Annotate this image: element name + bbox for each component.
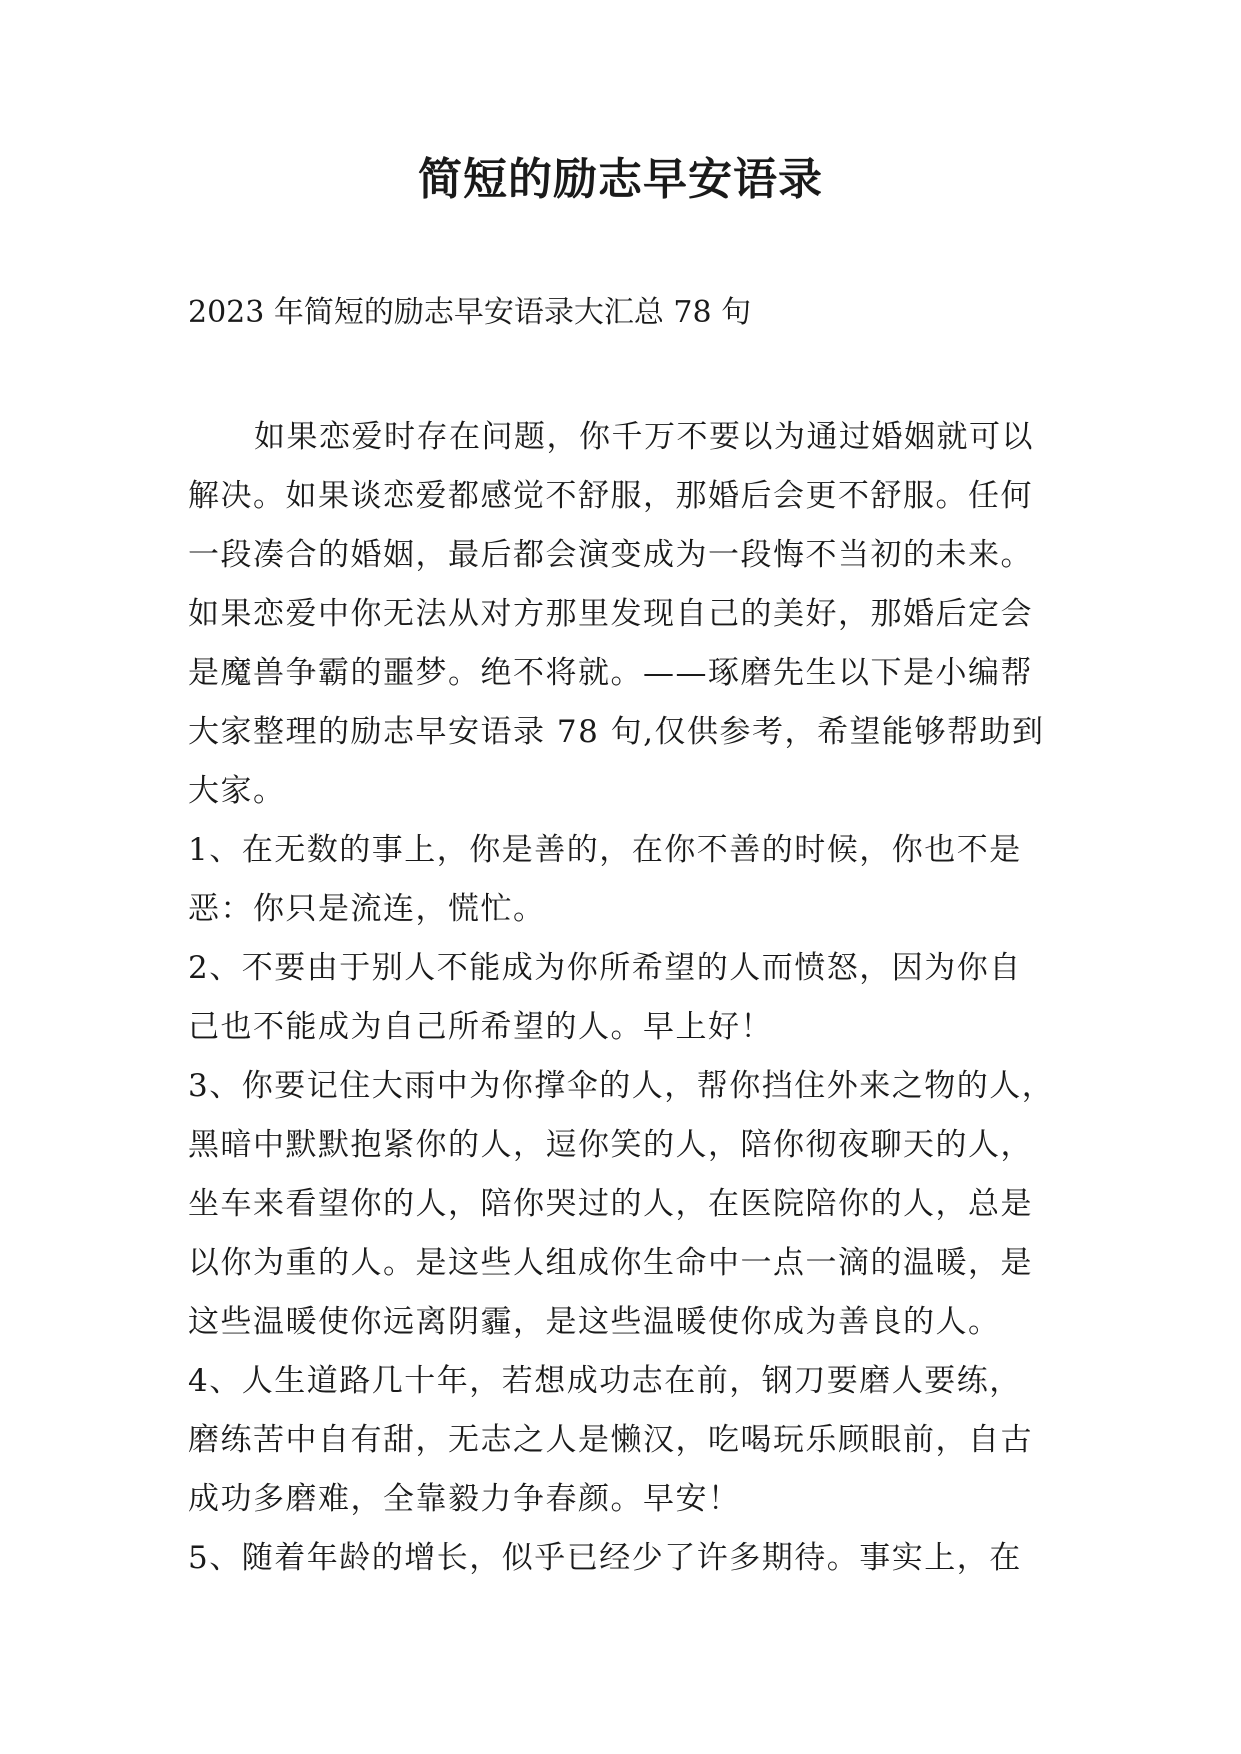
text-line: 黑暗中默默抱紧你的人，逗你笑的人，陪你彻夜聊天的人， (188, 1127, 1033, 1163)
text-line: 如果恋爱时存在问题，你千万不要以为通过婚姻就可以 (254, 419, 1034, 455)
text-line: 如果恋爱中你无法从对方那里发现自己的美好，那婚后定会 (188, 596, 1033, 632)
text-line: 大家整理的励志早安语录 78 句,仅供参考，希望能够帮助到 (188, 714, 1045, 750)
text-line: 一段凑合的婚姻，最后都会演变成为一段悔不当初的未来。 (188, 537, 1033, 573)
text-line: 5、随着年龄的增长，似乎已经少了许多期待。事实上，在 (188, 1540, 1022, 1576)
text-line: 是魔兽争霸的噩梦。绝不将就。——琢磨先生以下是小编帮 (188, 655, 1033, 691)
text-line: 磨练苦中自有甜，无志之人是懒汉，吃喝玩乐顾眼前，自古 (188, 1422, 1033, 1458)
text-line: 以你为重的人。是这些人组成你生命中一点一滴的温暖，是 (188, 1245, 1033, 1281)
document-title: 简短的励志早安语录 (418, 154, 823, 205)
text-line: 1、在无数的事上，你是善的，在你不善的时候，你也不是 (188, 832, 1022, 868)
text-line: 恶：你只是流连，慌忙。 (188, 891, 546, 927)
document-subtitle: 2023 年简短的励志早安语录大汇总 78 句 (188, 295, 752, 330)
text-line: 3、你要记住大雨中为你撑伞的人，帮你挡住外来之物的人， (188, 1068, 1055, 1104)
text-line: 坐车来看望你的人，陪你哭过的人，在医院陪你的人，总是 (188, 1186, 1033, 1222)
text-line: 4、人生道路几十年，若想成功志在前，钢刀要磨人要练， (188, 1363, 1022, 1399)
text-line: 己也不能成为自己所希望的人。早上好！ (188, 1009, 773, 1045)
document-body (188, 408, 1068, 1588)
text-line: 解决。如果谈恋爱都感觉不舒服，那婚后会更不舒服。任何 (188, 478, 1033, 514)
text-line: 这些温暖使你远离阴霾，是这些温暖使你成为善良的人。 (188, 1304, 1001, 1340)
text-line: 2、不要由于别人不能成为你所希望的人而愤怒，因为你自 (188, 950, 1022, 986)
text-line: 成功多磨难，全靠毅力争春颜。早安！ (188, 1481, 741, 1517)
text-line: 大家。 (188, 773, 286, 809)
